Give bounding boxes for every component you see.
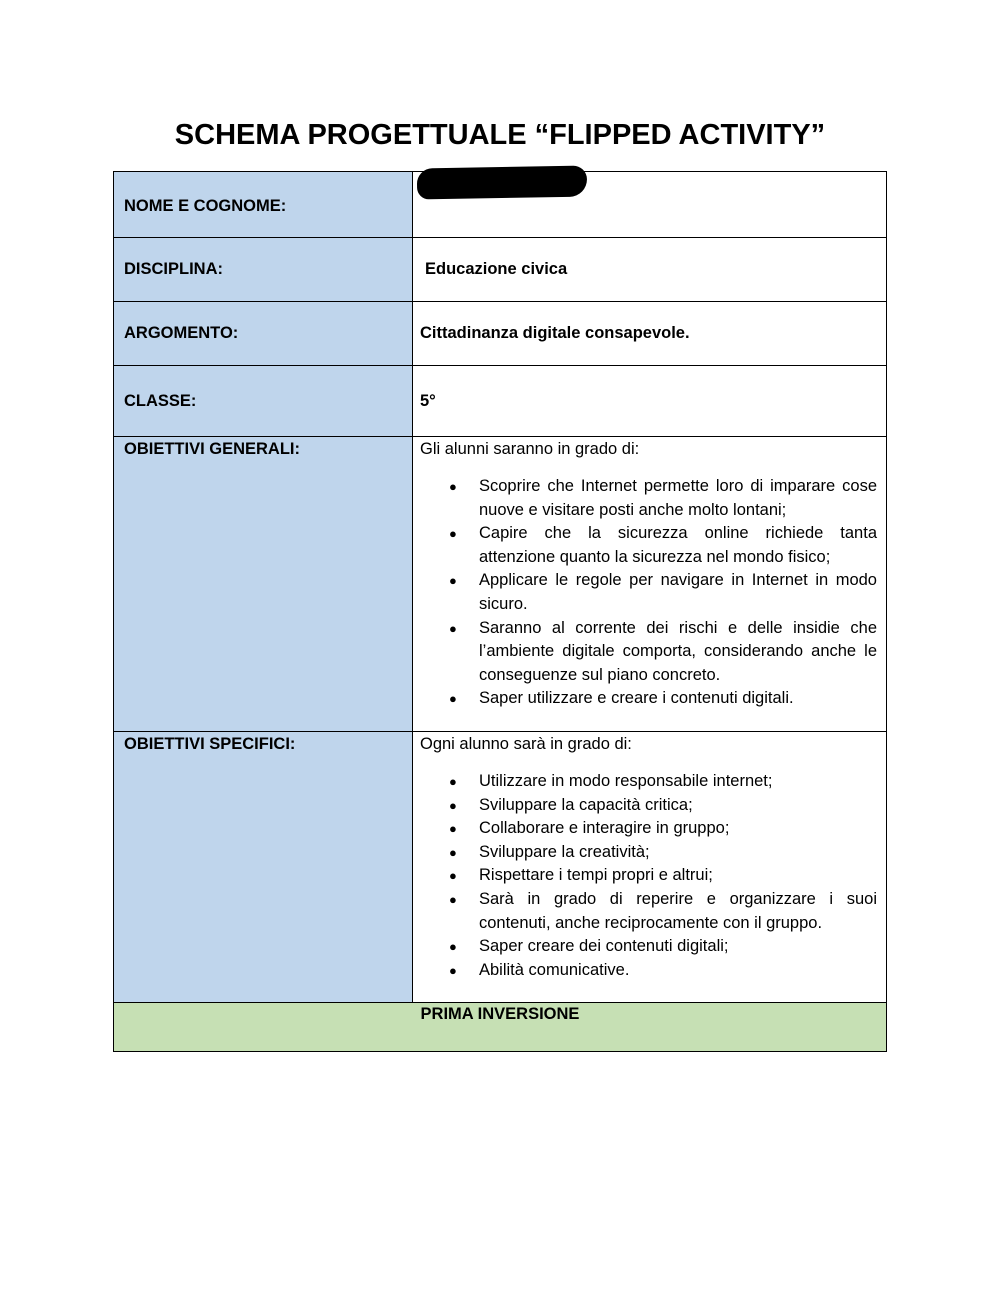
argomento-label: ARGOMENTO: (114, 302, 413, 366)
bullet-icon: ● (449, 821, 457, 837)
list-item (449, 888, 877, 935)
obiettivi-generali-value (413, 437, 887, 732)
list-item (449, 959, 877, 983)
table-row-prima-inversione (114, 1003, 887, 1052)
list-item-text: Applicare le regole per navigare in Internet in modo sicuro. (479, 571, 877, 613)
list-item-text: Scoprire che Internet permette loro di imparare cose nuove e visitare posti anche molto lontani; (479, 477, 877, 519)
list-item-text: Rispettare i tempi propri e altrui; (479, 866, 713, 885)
list-item (449, 475, 877, 522)
project-schema-table (113, 171, 887, 1052)
bullet-icon: ● (449, 479, 457, 494)
list-item (449, 569, 877, 616)
bullet-icon: ● (449, 774, 457, 789)
list-item-text: Saper creare dei contenuti digitali; (479, 937, 729, 956)
obiettivi-generali-label-text: OBIETTIVI GENERALI: (124, 440, 301, 458)
obiettivi-generali-label (114, 437, 413, 732)
list-item-text: Collaborare e interagire in gruppo; (479, 819, 730, 838)
list-item (449, 841, 877, 865)
list-item (449, 617, 877, 688)
obiettivi-specifici-label (114, 732, 413, 1003)
nome-cognome-label: NOME E COGNOME: (114, 172, 413, 238)
list-item (449, 770, 877, 794)
list-item-text: Sviluppare la capacità critica; (479, 795, 693, 814)
list-item-text: Saranno al corrente dei rischi e delle insidie che l’ambiente digitale comporta, considerando anche le conseguenze sul piano concreto. (479, 618, 877, 684)
obiettivi-specifici-list (420, 770, 877, 982)
list-item (449, 687, 877, 711)
bullet-icon: ● (449, 844, 457, 860)
table-row-classe (114, 366, 887, 437)
table-row-obiettivi-generali (114, 437, 887, 732)
classe-value: 5° (413, 366, 887, 437)
list-item-text: Saper utilizzare e creare i contenuti digitali. (479, 689, 794, 708)
disciplina-value: Educazione civica (413, 238, 887, 302)
bullet-icon: ● (449, 939, 457, 955)
bullet-icon: ● (449, 573, 457, 589)
document-title: SCHEMA PROGETTUALE “FLIPPED ACTIVITY” (174, 119, 826, 151)
list-item-text: Capire che la sicurezza online richiede tanta attenzione quanto la sicurezza nel mondo fisico; (479, 524, 877, 566)
table-row-argomento (114, 302, 887, 366)
list-item-text: Abilità comunicative. (479, 960, 630, 979)
bullet-icon: ● (449, 868, 457, 884)
classe-label: CLASSE: (114, 366, 413, 437)
list-item-text: Sviluppare la creatività; (479, 842, 650, 861)
bullet-icon: ● (449, 891, 457, 907)
list-item (449, 935, 877, 959)
obiettivi-generali-list (420, 475, 877, 711)
bullet-icon: ● (449, 691, 457, 707)
table-row-obiettivi-specifici (114, 732, 887, 1003)
obiettivi-specifici-value (413, 732, 887, 1003)
obiettivi-specifici-intro: Ogni alunno sarà in grado di: (420, 735, 632, 753)
list-item (449, 794, 877, 818)
redaction-mark (417, 166, 588, 200)
prima-inversione-header: PRIMA INVERSIONE (114, 1003, 887, 1052)
argomento-value: Cittadinanza digitale consapevole. (413, 302, 887, 366)
list-item-text: Sarà in grado di reperire e organizzare i suoi contenuti, anche reciprocamente con il gruppo. (479, 889, 877, 932)
bullet-icon: ● (449, 526, 457, 542)
bullet-icon: ● (449, 797, 457, 813)
bullet-icon: ● (449, 620, 457, 636)
list-item-text: Utilizzare in modo responsabile internet; (479, 772, 773, 790)
table-row-disciplina (114, 238, 887, 302)
disciplina-label: DISCIPLINA: (114, 238, 413, 302)
list-item (449, 817, 877, 841)
obiettivi-generali-intro: Gli alunni saranno in grado di: (420, 440, 640, 458)
bullet-icon: ● (449, 962, 457, 978)
list-item (449, 522, 877, 569)
list-item (449, 864, 877, 888)
obiettivi-specifici-label-text: OBIETTIVI SPECIFICI: (124, 735, 296, 753)
